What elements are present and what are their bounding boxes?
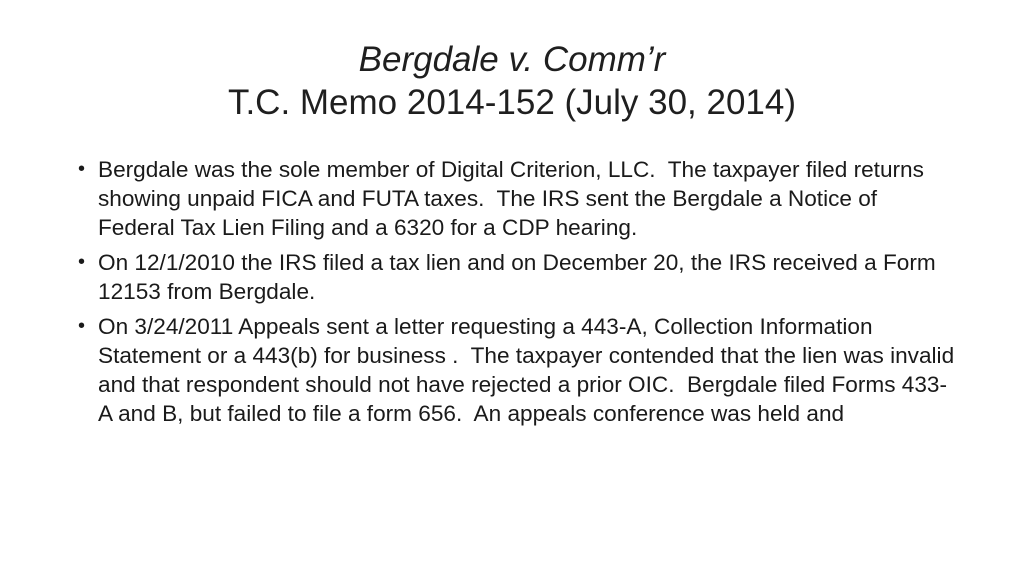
bullet-icon: • xyxy=(78,251,86,273)
bullet-item xyxy=(78,155,958,242)
bullet-text: On 12/1/2010 the IRS filed a tax lien and on December 20, the IRS received a Form 12153 from Bergdale. xyxy=(98,250,942,304)
bullet-item xyxy=(78,248,958,306)
case-name: Bergdale v. Comm’r xyxy=(358,40,666,79)
bullet-list xyxy=(78,155,961,434)
case-citation: T.C. Memo 2014-152 (July 30, 2014) xyxy=(227,83,797,122)
slide-title xyxy=(70,38,954,124)
bullet-icon: • xyxy=(78,158,86,180)
bullet-text: On 3/24/2011 Appeals sent a letter requesting a 443-A, Collection Information Statement or a 443(b) for business . The taxpayer contended that the lien was invalid and that respondent should not have rejected a prior OIC. Bergdale filed Forms 433- A and B, but failed to file a form 656. An appeals conference was held and xyxy=(98,314,961,426)
bullet-text: Bergdale was the sole member of Digital Criterion, LLC. The taxpayer filed returns showing unpaid FICA and FUTA taxes. The IRS sent the Bergdale a Notice of Federal Tax Lien Filing and a 6320 for a CDP hearing. xyxy=(98,157,931,240)
bullet-item xyxy=(78,312,961,428)
bullet-icon: • xyxy=(78,315,86,337)
